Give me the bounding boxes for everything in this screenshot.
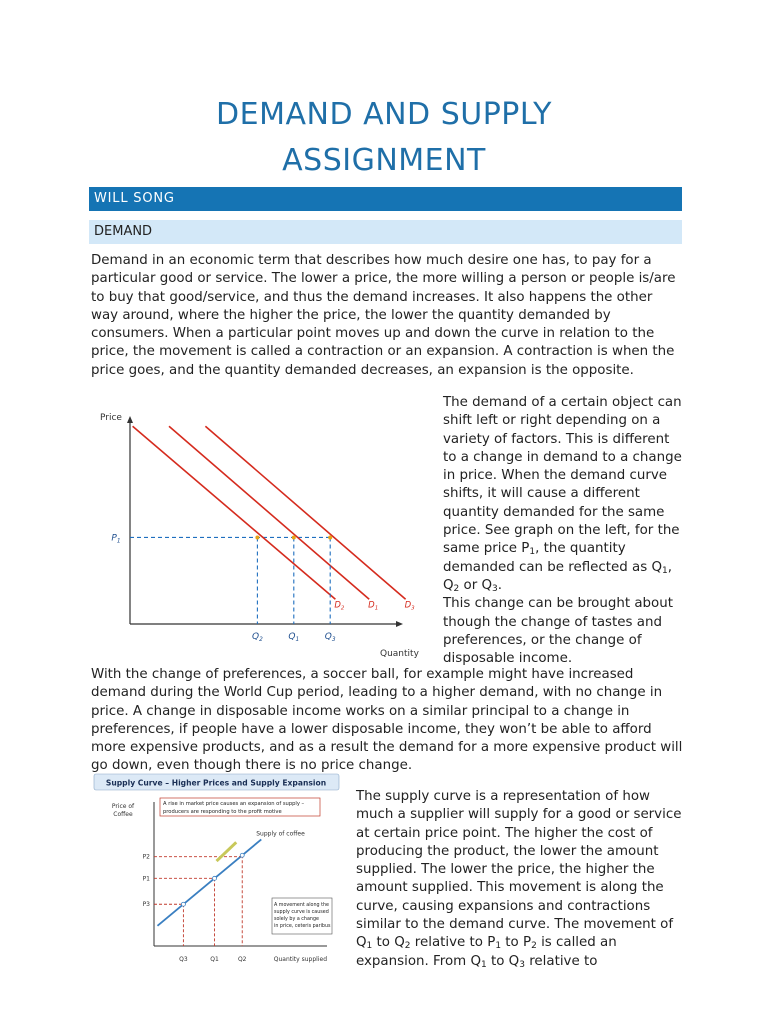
y-axis-label-line2: Coffee (113, 811, 133, 818)
x-axis-arrow (396, 621, 403, 627)
demand-chart-plot (100, 413, 420, 659)
document-title (0, 92, 768, 184)
text-run: , the quantity demanded can be reflected as Q (443, 541, 662, 575)
subscript: 3 (492, 583, 498, 594)
y-tick-p3: P3 (142, 901, 150, 909)
text-run: relative to P (410, 935, 496, 951)
text-run: to Q (372, 935, 405, 951)
text-run: This change can be brought about though the change of tastes and preferences, or the change of disposable income. (443, 596, 673, 667)
supply-chart-plot (94, 774, 339, 963)
supply-point-q2 (240, 853, 244, 857)
curve-label-d1: $D_1$ (368, 600, 379, 612)
text-run: or Q (459, 577, 493, 593)
subscript: 1 (495, 941, 502, 952)
curve-label-d2: $D_2$ (334, 600, 345, 612)
x-tick-q3: Q3 (179, 956, 188, 963)
y-tick-p2: P2 (142, 853, 150, 861)
annotation-top-line1: A rise in market price causes an expansion of supply – (163, 801, 305, 807)
annotation-top-line2: producers are responding to the profit motive (163, 809, 282, 815)
intersection-point (255, 535, 259, 539)
x-tick-q3: $Q_3$ (324, 632, 336, 643)
price-label-p1: $P_1$ (111, 533, 121, 545)
demand-shift-chart (90, 398, 430, 660)
author-banner: WILL SONG (89, 187, 682, 211)
x-tick-q1: $Q_1$ (288, 632, 300, 643)
text-run: The demand of a certain object can shift left or right depending on a variety of factors. This is different to a change in demand to a change in price. When the demand curve shifts, it will cause a different quantity demanded for the same price. See graph on the left, for the same price P (443, 395, 682, 557)
supply-curve-chart (92, 772, 347, 972)
annotation-bottom-line4: in price, ceteris paribus (274, 924, 331, 929)
section-heading: DEMAND (89, 220, 682, 244)
paragraph-demand-shift (443, 394, 683, 668)
demand-curve-d1 (169, 426, 369, 599)
subscript: 1 (480, 959, 487, 970)
x-axis-label: Quantity supplied (273, 956, 327, 963)
text-run: is called an expansion. From Q (356, 935, 617, 969)
subscript: 2 (453, 583, 460, 594)
y-axis-label: Price (100, 413, 122, 423)
text-run: . (497, 577, 503, 593)
subscript: 1 (366, 941, 373, 952)
supply-point-q3 (181, 902, 185, 906)
x-tick-q2: Q2 (237, 956, 247, 963)
supply-point-q1 (213, 876, 217, 880)
subscript: 2 (531, 941, 537, 952)
text-run: , Q (443, 559, 672, 593)
intersection-point (292, 535, 296, 539)
title-line-1: DEMAND AND SUPPLY (216, 97, 552, 132)
title-line-2: ASSIGNMENT (282, 143, 486, 178)
text-run: relative to (524, 953, 598, 969)
expansion-arrow (217, 842, 237, 861)
x-tick-q1: Q1 (210, 956, 219, 963)
subscript: 1 (529, 547, 536, 558)
supply-curve-label: Supply of coffee (256, 830, 305, 838)
paragraph-supply-curve (356, 788, 684, 971)
text-run: to Q (486, 953, 520, 969)
chart-title: Supply Curve – Higher Prices and Supply Expansion (105, 778, 327, 788)
y-tick-p1: P1 (142, 875, 150, 883)
intersection-point (328, 535, 332, 539)
subscript: 2 (404, 941, 411, 952)
x-axis-label: Quantity (380, 649, 419, 659)
subscript: 1 (661, 565, 668, 576)
annotation-bottom-line2: supply curve is caused (274, 910, 329, 915)
text-run: to P (501, 935, 532, 951)
y-axis-label-line1: Price of (111, 803, 135, 810)
annotation-bottom-line3: solely by a change (274, 917, 319, 922)
x-tick-q2: $Q_2$ (251, 632, 263, 643)
y-axis-arrow (127, 416, 133, 423)
text-run: The supply curve is a representation of how much a supplier will supply for a good or service at certain price point. The higher the cost of producing the product, the lower the amount supplied. The lower the price, the higher the amount supplied. This movement is along the curve, causing expansions and contractions similar to the demand curve. The movement of Q (356, 789, 682, 951)
supply-curve-line (157, 839, 261, 925)
annotation-bottom-line1: A movement along the (274, 903, 329, 908)
paragraph-demand-definition: Demand in an economic term that describes how much desire one has, to pay for a particular good or service. The lower a price, the more willing a person or people is/are to buy that good/service, and thus the demand increases. It also happens the other way around, where the higher the price, the lower the quantity demanded by consumers. When a particular point moves up and down the curve in relation to the price, the movement is called a contraction or an expansion. A contraction is when the price goes, and the quantity demanded decreases, an expansion is the opposite. (91, 253, 676, 378)
subscript: 3 (519, 959, 525, 970)
paragraph-preferences: With the change of preferences, a soccer ball, for example might have increased demand during the World Cup period, leading to a higher demand, with no change in price. A change in disposable income works on a similar principal to a change in preferences, if people have a lower disposable income, they won’t be able to afford more expensive products, and as a result the demand for a more expensive product will go down, even though there is no price change. (91, 667, 683, 774)
curve-label-d3: $D_3$ (404, 600, 415, 612)
